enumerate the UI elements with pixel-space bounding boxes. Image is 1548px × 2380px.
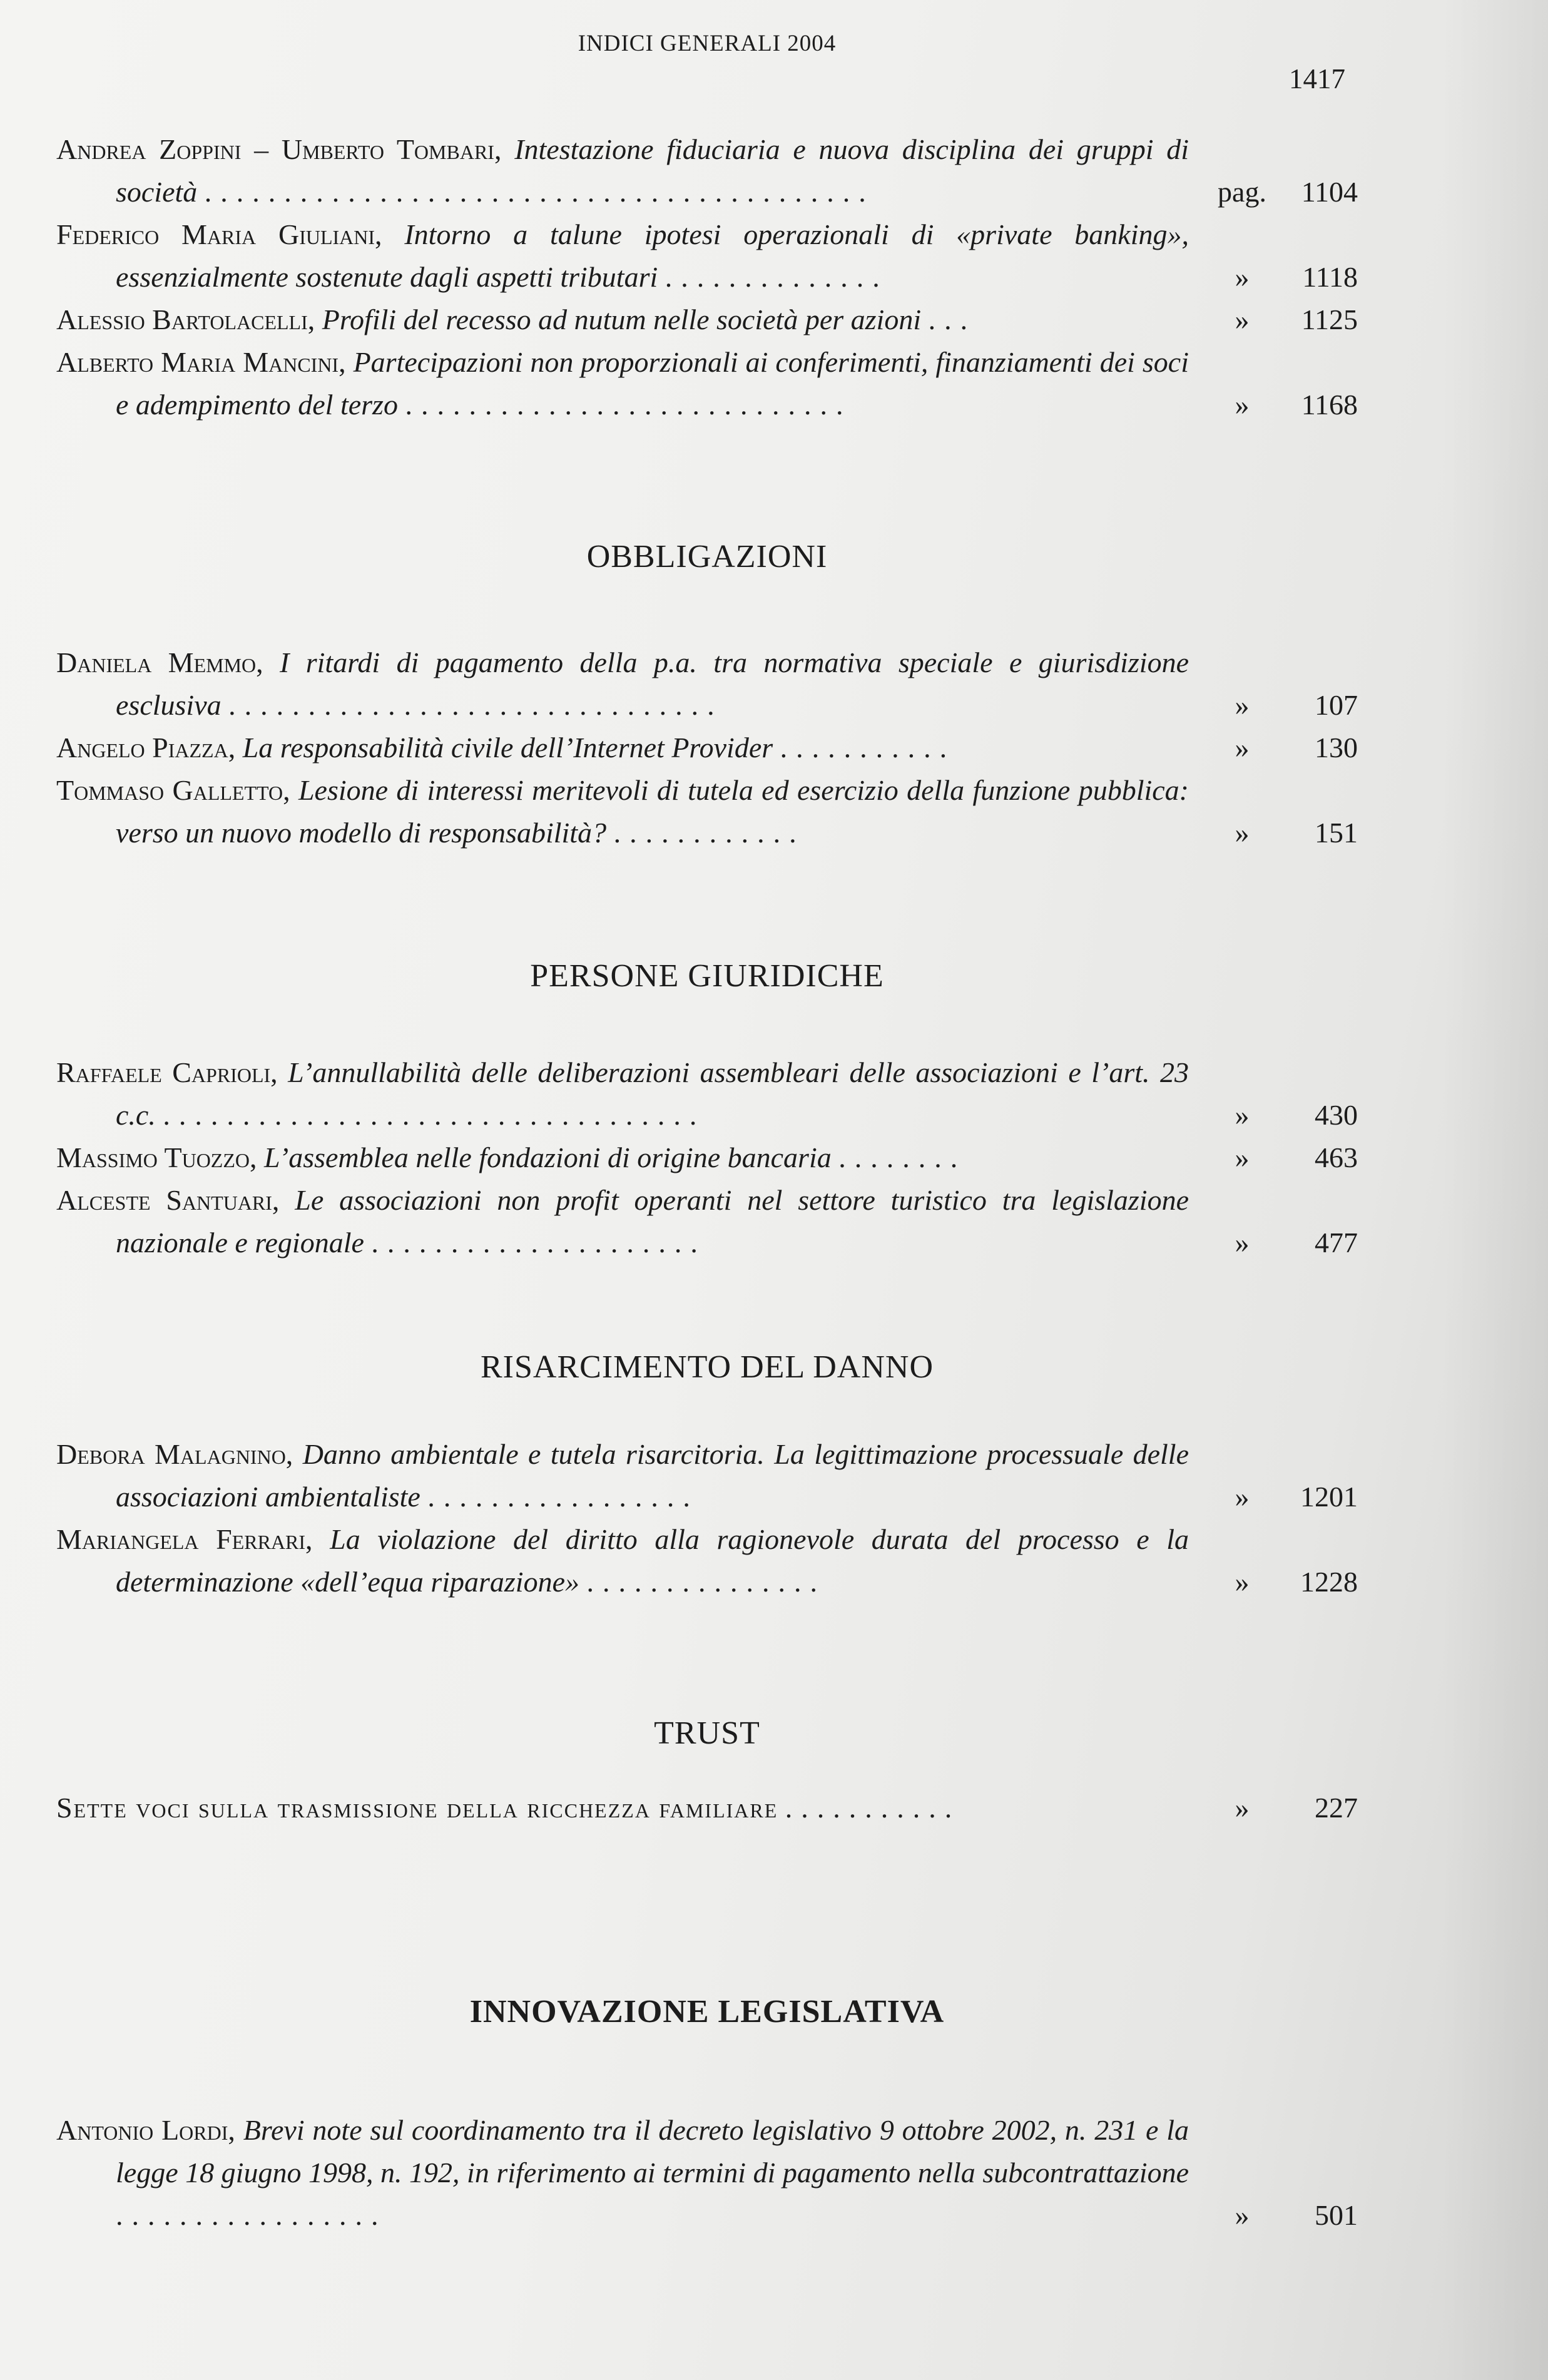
section-heading-persone-giuridiche: PERSONE GIURIDICHE [530, 958, 884, 994]
entry-title: Profili del recesso ad nutum nelle società per azioni [322, 304, 922, 335]
entry-page: 1125 [1301, 304, 1358, 335]
leader-dots: ........... [785, 1792, 961, 1824]
section-heading-innovazione: INNOVAZIONE LEGISLATIVA [469, 1994, 945, 2030]
page-marker: » [1235, 389, 1250, 421]
leader-dots: .............. [665, 261, 889, 293]
entry-page: 107 [1315, 689, 1358, 721]
entry-page: 463 [1315, 1141, 1358, 1173]
page-marker: » [1235, 1792, 1250, 1824]
entry-page: 1228 [1300, 1566, 1358, 1598]
leader-dots: ........... [780, 732, 956, 764]
page-marker: » [1235, 2199, 1250, 2231]
section-innovazione [56, 2109, 1358, 2237]
leader-dots: ... [928, 304, 977, 335]
entry-title: L’assemblea nelle fondazioni di origine bancaria [264, 1141, 832, 1173]
leader-dots: ........ [838, 1141, 967, 1173]
entry-title: I ritardi di pagamento della p.a. tra normativa speciale e giurisdizione esclusiva [116, 646, 1189, 721]
leader-dots: ............ [613, 817, 805, 849]
leader-dots: ..................... [371, 1227, 706, 1259]
leader-dots: .......................................... [204, 176, 875, 208]
page-marker: » [1235, 1141, 1250, 1173]
entry-title: L’annullabilità delle deliberazioni assembleari delle associazioni e l’art. 23 c.c. [116, 1056, 1189, 1131]
page-number: 1417 [1289, 63, 1345, 94]
entry-author: Tommaso Galletto, [56, 774, 290, 806]
page-marker: » [1235, 261, 1250, 293]
page-marker: pag. [1218, 176, 1266, 208]
entry-author: Alceste Santuari, [56, 1184, 280, 1216]
toc-entry [56, 1051, 1358, 1136]
section-continued [56, 128, 1358, 426]
entry-author: Raffaele Caprioli, [56, 1056, 278, 1088]
entry-page: 151 [1315, 817, 1358, 849]
entry-author: Daniela Memmo, [56, 646, 263, 678]
section-persone-giuridiche [56, 1051, 1358, 1264]
entry-page: 477 [1315, 1227, 1358, 1259]
toc-entry [56, 1787, 1358, 1829]
toc-entry [56, 727, 1358, 769]
leader-dots: ................. [116, 2199, 387, 2231]
entry-title: Partecipazioni non proporzionali ai conferimenti, finanziamenti dei soci e adempimento del terzo [116, 346, 1189, 421]
entry-page: 1168 [1301, 389, 1358, 421]
entry-page: 430 [1315, 1099, 1358, 1131]
entry-page: 130 [1315, 732, 1358, 764]
section-heading-obbligazioni: OBBLIGAZIONI [586, 539, 828, 575]
leader-dots: ............... [586, 1566, 827, 1598]
page-marker: » [1235, 1099, 1250, 1131]
section-heading-risarcimento: RISARCIMENTO DEL DANNO [481, 1349, 934, 1385]
page-marker: » [1235, 732, 1250, 764]
entry-author: Andrea Zoppini – Umberto Tombari, [56, 133, 502, 165]
page-marker: » [1235, 1566, 1250, 1598]
entry-page: 227 [1315, 1792, 1358, 1824]
entry-author: Federico Maria Giuliani, [56, 218, 382, 250]
entry-author: Antonio Lordi, [56, 2114, 235, 2146]
section-risarcimento [56, 1433, 1358, 1603]
section-heading-trust: TRUST [654, 1715, 760, 1751]
entry-author: Debora Malagnino, [56, 1438, 293, 1470]
toc-entry [56, 1433, 1358, 1518]
page-marker: » [1235, 1481, 1250, 1513]
entry-title: La violazione del diritto alla ragionevole durata del processo e la determinazione «dell’equa riparazione» [116, 1523, 1189, 1598]
toc-entry [56, 1136, 1358, 1179]
leader-dots: .................................. [163, 1099, 706, 1131]
leader-dots: ................. [427, 1481, 699, 1513]
page-marker: » [1235, 304, 1250, 335]
toc-entry [56, 1518, 1358, 1603]
page-marker: » [1235, 689, 1250, 721]
entry-page: 1104 [1301, 176, 1358, 208]
toc-entry [56, 128, 1358, 213]
page-marker: » [1235, 1227, 1250, 1259]
entry-title: Intorno a talune ipotesi operazionali di «private banking», essenzialmente sostenute dagli aspetti tributari [116, 218, 1189, 293]
entry-title: Sette voci sulla trasmissione della ricchezza familiare [56, 1792, 778, 1824]
entry-title: Danno ambientale e tutela risarcitoria. La legittimazione processuale delle associazioni ambientaliste [116, 1438, 1189, 1513]
toc-entry [56, 213, 1358, 299]
running-head: INDICI GENERALI 2004 [578, 31, 837, 56]
page-marker: » [1235, 817, 1250, 849]
toc-entry [56, 1179, 1358, 1264]
toc-entry [56, 299, 1358, 341]
entry-title: Intestazione fiduciaria e nuova disciplina dei gruppi di società [116, 133, 1189, 208]
toc-entry [56, 2109, 1358, 2237]
toc-entry [56, 769, 1358, 854]
entry-author: Alberto Maria Mancini, [56, 346, 346, 378]
entry-author: Alessio Bartolacelli, [56, 304, 315, 335]
entry-page: 501 [1315, 2199, 1358, 2231]
entry-title: Le associazioni non profit operanti nel settore turistico tra legislazione nazionale e regionale [116, 1184, 1189, 1259]
page-edge-shadow [1442, 0, 1548, 2380]
entry-title: Lesione di interessi meritevoli di tutela ed esercizio della funzione pubblica: verso un nuovo modello di responsabilità? [116, 774, 1189, 849]
entry-author: Angelo Piazza, [56, 732, 236, 764]
entry-page: 1118 [1302, 261, 1358, 293]
section-obbligazioni [56, 641, 1358, 854]
toc-entry [56, 341, 1358, 426]
entry-title: Brevi note sul coordinamento tra il decreto legislativo 9 ottobre 2002, n. 231 e la legge 18 giugno 1998, n. 192, in riferimento ai termini di pagamento nella subcontrattazione [116, 2114, 1189, 2188]
toc-entry [56, 641, 1358, 727]
section-trust [56, 1787, 1358, 1829]
leader-dots: ............................... [228, 689, 723, 721]
entry-author: Mariangela Ferrari, [56, 1523, 313, 1555]
entry-page: 1201 [1300, 1481, 1358, 1513]
leader-dots: ............................ [405, 389, 852, 421]
entry-title: La responsabilità civile dell’Internet Provider [242, 732, 773, 764]
entry-author: Massimo Tuozzo, [56, 1141, 257, 1173]
